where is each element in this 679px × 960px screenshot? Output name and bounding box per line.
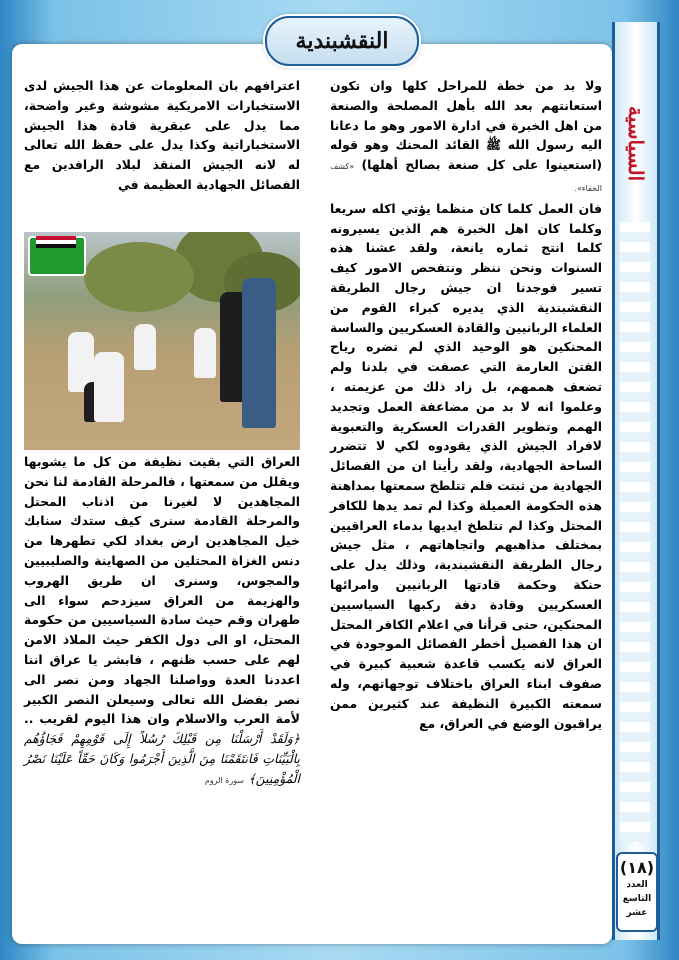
flag-icon bbox=[36, 236, 76, 248]
photo-person bbox=[242, 278, 276, 428]
paragraph bbox=[330, 76, 602, 199]
header-title-badge bbox=[265, 16, 419, 66]
article-column-right bbox=[330, 76, 602, 733]
paragraph: اعترافهم بان المعلومات عن هذا الجيش لدى الاستخبارات الامريكية مشوشة وغير واضحة، مما يدل على عبقرية قادة هذا الجيش الاستخباراتية وكذا يدل على حفظ الله تعالى له لانه الجيش المنقذ لبلاد الرافدين مع الفصائل الجهادية العظيمة في bbox=[24, 78, 300, 192]
quran-verse: ﴿وَلَقَدْ أَرْسَلْنَا مِن قَبْلِكَ رُسُلاً إِلَى قَوْمِهِمْ فَجَاؤُهُم بِالْبَيِّنَاتِ فَانتَقَمْنَا مِنَ الَّذِينَ أَجْرَمُوا وَكَانَ حَقّاً عَلَيْنَا نَصْرُ الْمُؤْمِنِينَ﴾ bbox=[24, 731, 300, 786]
issue-label-2: التاسع bbox=[622, 894, 652, 904]
emblem-icon bbox=[28, 236, 86, 276]
page-number: (١٨) bbox=[619, 858, 655, 877]
section-sidebar bbox=[612, 22, 664, 940]
photo-person bbox=[194, 328, 216, 378]
sidebar-pattern bbox=[620, 222, 650, 842]
article-column-left bbox=[24, 76, 300, 195]
article-photo bbox=[24, 232, 300, 450]
photo-tree bbox=[84, 242, 194, 312]
issue-label-3: عشر bbox=[626, 908, 648, 918]
page-number-box bbox=[616, 852, 658, 932]
photo-person bbox=[94, 352, 124, 422]
issue-label-1: العدد bbox=[626, 880, 648, 890]
source-citation: «كشف الخفاء». bbox=[330, 162, 602, 193]
paragraph: فان العمل كلما كان منظما يؤتي اكله سريعا وكلما كان اهل الخبرة هم الذين يسيرونه كلما انتج ثماره يانعة، ولقد عشنا هذه السنوات ونحن ننظر ونتفحص الامور كيف تسير فوجدنا ان جيش رجال الطريقة النقشبندية الذي يديره كبراء القوم من العلماء الربانيين والقادة العسكريين والساسة المحنكين هو الوحيد الذي لم تضره رياح الفتن العارمة التي عصفت في بلدنا ولم تضعف هممهم، بل زاد ذلك من عزيمته ، وعلموا انه لا بد من مضاعفة العمل وتجديد الهمم وتطوير القدرات العسكرية والتعبوية لافراد الجيش الذي يقودوه لكي لا تتضرر الساحة الجهادية، ولقد رأينا ان من الفصائل الجهادية من ثبتت فلم تتلطخ سمعتها بمداهنة هذه الحكومة العميلة وكذا لم تمد يدها للكافر المحتل وكذا لم تتلطخ ايديها بدماء العراقيين بمختلف مذاهبهم واتجاهاتهم ، مثل جيش رجال الطريقة النقشبندية، وذلك يدل على حنكة وحكمة قادتها الربانيين وامرائها العسكريين وقادة دفة ركبها السياسيين المحنكين، حتى قرأنا في اعلام الكافر المحتل ان هذا الفصيل أخطر الفصائل الموجودة في العراق لانه يكسب قاعدة شعبية كبيرة في صفوف ابناء العراق باختلاف توجهاتهم، وله سمعته الكبيرة النظيفة عند كثيرين ممن يراقبون الوضع في العراق، مع bbox=[330, 200, 602, 731]
header-title: النقشبندية bbox=[295, 28, 389, 54]
paragraph bbox=[24, 452, 300, 791]
quran-source: سورة الروم bbox=[204, 775, 245, 785]
photo-person bbox=[134, 324, 156, 370]
article-column-left-lower bbox=[24, 452, 300, 791]
paragraph-text: ولا بد من خطة للمراحل كلها وان تكون استعانتهم بعد الله بأهل المصلحة والصنعة من اهل الخبرة في ادارة الامور وهو ما دعانا اليه رسول الله ﷺ القائد المحنك وهو قوله (استعينوا على كل صنعة بصالح أهلها) bbox=[330, 78, 602, 173]
section-label: السياسية bbox=[624, 106, 648, 182]
paragraph-text: العراق التي بقيت نظيفة من كل ما يشوبها ويقلل من سمعتها ، فالمرحلة القادمة لنا نحن المجاهدين لا لغيرنا من اذناب المحتل والمرحلة القادمة سنرى كيف ستدك سنابك خيل المجاهدين ارض بغداد لكي تطهرها من دنس الغزاة المحتلين من الصهاينة والصليبيين والمجوس، وسنرى ان طريق الهروب والهزيمة من العراق سيزدحم سواء الى طهران وقم حيث سادة السياسيين من حكومة المحتل، او الى دول الكفر حيث الملاذ الامن لهم على حسب ظنهم ، فابشر يا عراق اننا اعددنا العدة وواصلنا الجهاد ومن نصر الى نصر بفضل الله تعالى وسيعلن النصر الكبير لأمة العرب والاسلام وان هذا اليوم لقريب .. bbox=[24, 454, 300, 727]
